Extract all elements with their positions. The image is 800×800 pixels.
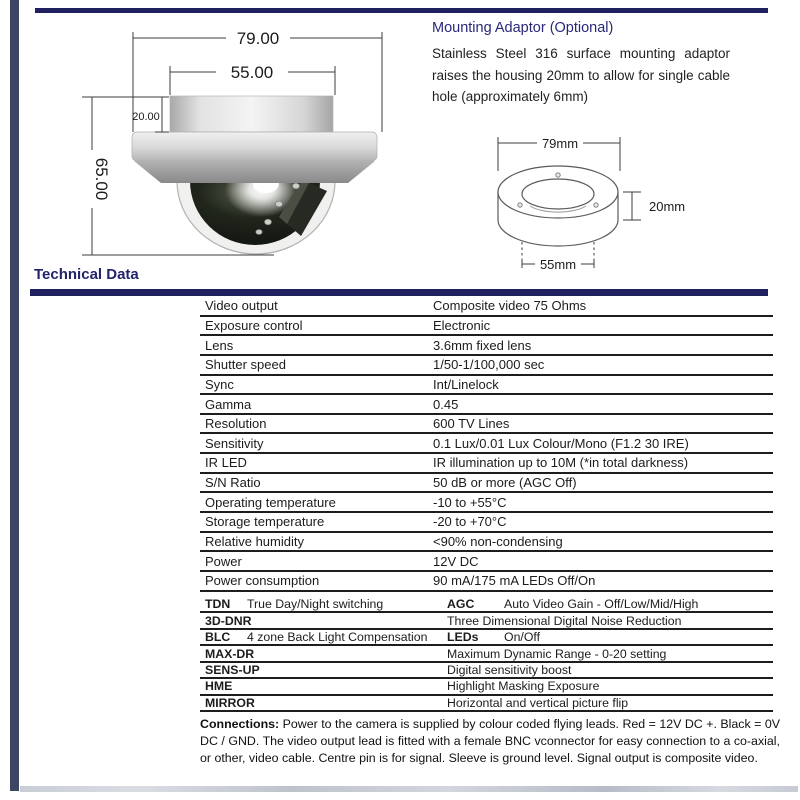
spec-value: 0.45 — [433, 396, 459, 412]
spec-label: Resolution — [205, 416, 267, 432]
feature-abbr: BLC — [205, 630, 231, 645]
spec-label: Storage temperature — [205, 514, 325, 530]
spec-value: 1/50-1/100,000 sec — [433, 357, 545, 373]
spec-value: -10 to +55°C — [433, 494, 507, 510]
table-row — [200, 597, 773, 613]
dim-label-79: 79.00 — [236, 29, 280, 48]
spec-value: 12V DC — [433, 553, 479, 569]
spec-label: Video output — [205, 298, 278, 314]
feature-desc: Horizontal and vertical picture flip — [447, 695, 629, 710]
spec-label: Operating temperature — [205, 494, 336, 510]
table-row — [200, 679, 773, 695]
table-row — [200, 663, 773, 679]
top-divider-rule — [35, 8, 768, 13]
ring-dim-20mm: 20mm — [649, 199, 686, 214]
feature-table — [200, 597, 773, 712]
dome-camera-drawing — [30, 20, 390, 270]
spec-label: Relative humidity — [205, 534, 304, 549]
ring-body — [498, 166, 618, 246]
feature-desc: Auto Video Gain - Off/Low/Mid/High — [504, 597, 699, 612]
spec-value: 0.1 Lux/0.01 Lux Colour/Mono (F1.2 30 IRE) — [433, 435, 689, 451]
mounting-adaptor-body: Stainless Steel 316 surface mounting adaptor raises the housing 20mm to allow for single cable hole (approximately 6mm) — [432, 46, 730, 104]
feature-abbr: LEDs — [447, 630, 479, 645]
feature-abbr: HME — [205, 679, 233, 694]
table-row — [200, 474, 773, 494]
spec-label: Power consumption — [205, 573, 320, 589]
camera-flange-taper — [134, 161, 375, 183]
table-row — [200, 630, 773, 646]
feature-desc: Maximum Dynamic Range - 0-20 setting — [447, 646, 667, 661]
table-row — [200, 572, 773, 592]
spec-value: Composite video 75 Ohms — [433, 298, 587, 314]
dim-label-65: 65.00 — [92, 157, 111, 201]
spec-value: IR illumination up to 10M (*in total darkness) — [433, 455, 689, 471]
feature-desc: 4 zone Back Light Compensation — [247, 630, 428, 645]
spec-table — [200, 297, 773, 592]
feature-abbr: TDN — [205, 597, 231, 612]
spec-label: Shutter speed — [205, 357, 286, 373]
spec-value: <90% non-condensing — [433, 534, 563, 549]
feature-abbr: MIRROR — [205, 695, 255, 710]
feature-abbr: AGC — [447, 597, 475, 612]
spec-value: Electronic — [433, 317, 491, 333]
feature-abbr: SENS-UP — [205, 662, 260, 677]
ring-dim-79mm: 79mm — [541, 136, 579, 151]
table-row — [200, 513, 773, 533]
feature-desc: Highlight Masking Exposure — [447, 679, 600, 694]
left-edge-bar — [10, 0, 19, 791]
table-row — [200, 297, 773, 317]
technical-data-rule — [30, 289, 768, 296]
table-row — [200, 415, 773, 435]
spec-label: Lens — [205, 337, 234, 353]
table-row — [200, 696, 773, 712]
connections-label: Connections: — [200, 717, 280, 731]
spec-value: 90 mA/175 mA LEDs Off/On — [433, 573, 596, 589]
spec-label: Sensitivity — [205, 435, 264, 451]
spec-value: 600 TV Lines — [433, 416, 510, 432]
spec-label: S/N Ratio — [205, 475, 261, 491]
technical-data-heading: Technical Data — [34, 266, 139, 283]
connections-text: Power to the camera is supplied by colour coded flying leads. Red = 12V DC +. Black = 0V DC / GND. The video output lead is fitted with a female BNC vconnector for easy connection to a co-axial, or other, video cable. Centre pin is for signal. Sleeve is ground level. Signal output is composite video. — [200, 717, 780, 765]
feature-abbr: 3D-DNR — [205, 613, 252, 628]
table-row — [200, 613, 773, 629]
spec-label: Power — [205, 553, 242, 569]
table-row — [200, 376, 773, 396]
spec-value: -20 to +70°C — [433, 514, 507, 530]
camera-flange — [132, 132, 377, 161]
table-row — [200, 646, 773, 662]
feature-desc: Digital sensitivity boost — [447, 662, 572, 677]
spec-label: Gamma — [205, 396, 252, 412]
spec-label: Sync — [205, 376, 234, 392]
table-row — [200, 356, 773, 376]
spec-value: 3.6mm fixed lens — [433, 337, 532, 353]
feature-desc: True Day/Night switching — [247, 597, 384, 612]
table-row — [200, 552, 773, 572]
dim-label-55: 55.00 — [230, 63, 274, 82]
table-row — [200, 533, 773, 553]
ring-dim-55mm: 55mm — [539, 257, 577, 272]
table-row — [200, 395, 773, 415]
connections-paragraph — [200, 716, 780, 767]
mounting-ring-drawing — [455, 118, 785, 288]
table-row — [200, 493, 773, 513]
bottom-edge-band — [20, 786, 798, 792]
mounting-adaptor-heading: Mounting Adaptor (Optional) — [432, 20, 614, 36]
dim-label-20: 20.00 — [132, 111, 160, 123]
table-row — [200, 317, 773, 337]
spec-label: Exposure control — [205, 317, 303, 333]
spec-label: IR LED — [205, 455, 247, 471]
table-row — [200, 454, 773, 474]
spec-value: 50 dB or more (AGC Off) — [433, 475, 577, 491]
feature-desc: On/Off — [504, 630, 540, 645]
table-row — [200, 336, 773, 356]
feature-abbr: MAX-DR — [205, 646, 255, 661]
spec-value: Int/Linelock — [433, 376, 499, 392]
feature-desc: Three Dimensional Digital Noise Reduction — [447, 613, 682, 628]
table-row — [200, 434, 773, 454]
camera-top-cylinder — [170, 96, 333, 132]
